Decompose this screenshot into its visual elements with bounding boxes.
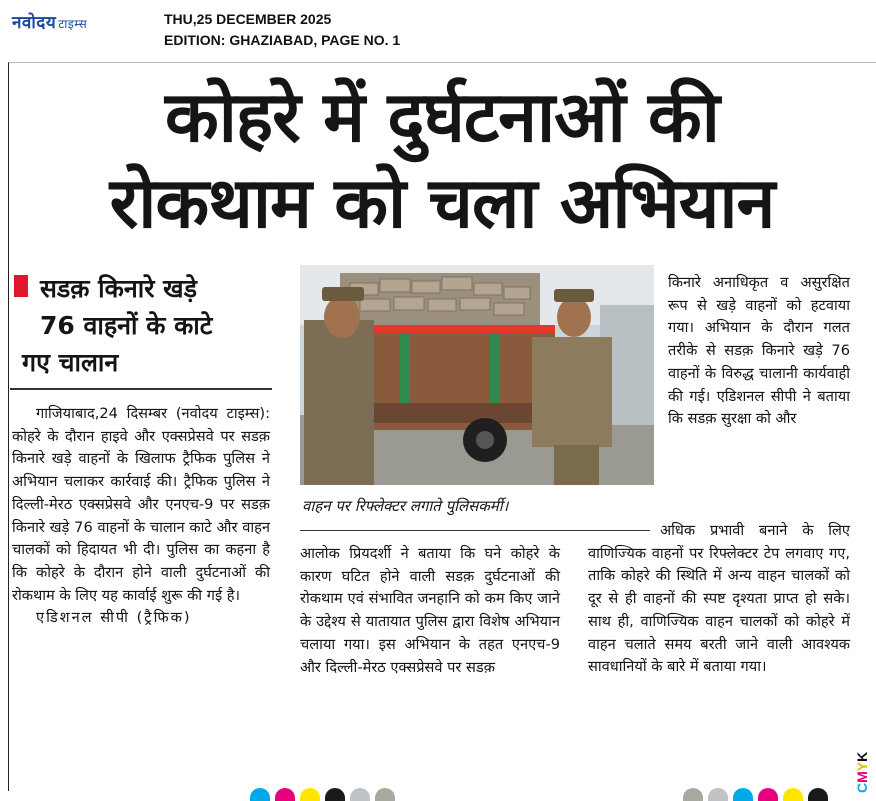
issue-date: THU,25 DECEMBER 2025 (164, 11, 332, 27)
color-swatch (683, 788, 703, 801)
color-swatch (708, 788, 728, 801)
article-column-2 (300, 543, 560, 679)
headline-line-1: कोहरे में दुर्घटनाओं की (165, 76, 719, 158)
color-swatch (808, 788, 828, 801)
subheadline-divider (10, 388, 272, 390)
column-1-tail: एडिशनल सीपी (ट्रैफिक) (36, 609, 192, 627)
newspaper-logo (12, 10, 87, 33)
column-2-text: आलोक प्रियदर्शी ने बताया कि घने कोहरे के कारण घटित होने वाली सडक़ दुर्घटनाओं की रोकथाम एवं संभावित जनहानि को कम किए जाने के उद्देश्य से यातायात पुलिस द्वारा विशेष अभियान चलाया गया। इस अभियान के तहत एनएच-9 और दिल्ली-मेरठ एक्सप्रेसवे पर सडक़ (300, 545, 560, 676)
column-3-bottom-text: अधिक प्रभावी बनाने के लिए वाणिज्यिक वाहनों पर रिफ्लेक्टर टेप लगवाए गए, ताकि कोहरे की स्थिति में अन्य वाहन चालकों को दूर से ही वाहनों की स्पष्ट दृश्यता प्राप्त हो सके। साथ ही, वाणिज्यिक वाहन चालकों को कोहरे में वाहन चलाते समय बरती जाने वाली आवश्यक सावधानियों के बारे में बताया गया। (588, 522, 850, 676)
color-swatch (300, 788, 320, 801)
color-swatches-right (683, 788, 828, 801)
subheadline-line-3: गए चालान (22, 348, 119, 377)
photo-caption: वाहन पर रिफ्लेक्टर लगाते पुलिसकर्मी। (302, 497, 509, 515)
color-swatch (325, 788, 345, 801)
dateline (164, 9, 400, 51)
color-swatch (375, 788, 395, 801)
logo-text: नवोदय (12, 13, 57, 33)
cmyk-print-mark (853, 735, 873, 795)
color-swatch (733, 788, 753, 801)
headline-line-2: रोकथाम को चला अभियान (109, 162, 775, 244)
article-column-3-top (668, 272, 850, 431)
cmyk-label: CMYK (854, 751, 870, 793)
column-3-top-text: किनारे अनाधिकृत व असुरक्षित रूप से खड़े वाहनों को हटवाया गया। अभियान के दौरान गलत तरीके से सडक़ किनारे खड़े 76 वाहनों के विरुद्ध चालानी कार्यवाही की गई। एडिशनल सीपी ने बताया कि सडक़ सुरक्षा को और (668, 274, 850, 428)
masthead-bar (0, 0, 876, 60)
subheadline-line-1: सडक़ किनारे खड़े (40, 274, 197, 303)
headline (8, 74, 876, 246)
color-swatch (758, 788, 778, 801)
color-swatch (350, 788, 370, 801)
red-bullet-icon (14, 275, 28, 297)
subheadline-line-2: 76 वाहनों के काटे (40, 311, 213, 340)
column-1-text: गाजियाबाद,24 दिसम्बर (नवोदय टाइम्स): कोहरे के दौरान हाइवे और एक्सप्रेसवे पर सडक़ किनारे खड़े वाहनों के खिलाफ ट्रैफिक पुलिस ने अभियान चलाकर कार्रवाई की। ट्रैफिक पुलिस ने दिल्ली-मेरठ एक्सप्रेसवे और एनएच-9 पर सडक़ किनारे खड़े 76 वाहनों के चालान काटे और वाहन चालकों को हिदायत भी दी। पुलिस का कहना है कि कोहरे के दौरान होने वाली दुर्घटनाओं की रोकथाम के लिए यह कार्वाई शुरू की गई है। (12, 405, 270, 604)
logo-subtext: टाइम्स (58, 17, 88, 31)
news-photo (300, 265, 654, 485)
article-column-1 (12, 403, 270, 630)
color-swatches-left (250, 788, 395, 801)
article-column-3-bottom (588, 520, 850, 679)
color-swatch (275, 788, 295, 801)
police-reflector-photo (300, 265, 654, 485)
color-swatch (783, 788, 803, 801)
subheadline (14, 270, 272, 381)
edition-info: EDITION: GHAZIABAD, PAGE NO. 1 (164, 32, 401, 48)
color-swatch (250, 788, 270, 801)
